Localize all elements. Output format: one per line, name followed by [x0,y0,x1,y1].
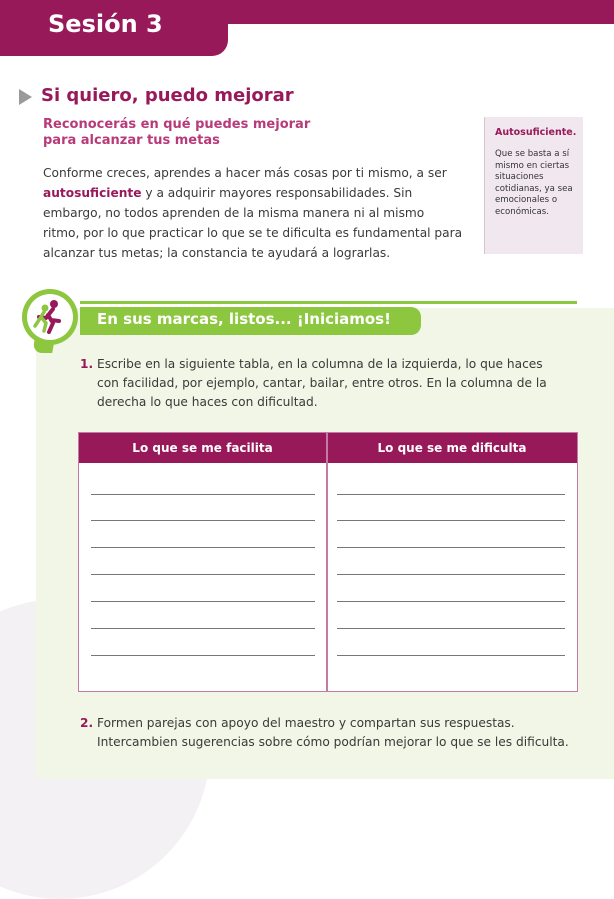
activity-badge [22,289,78,345]
answer-line-left-5[interactable] [91,601,315,602]
table-header [79,433,577,463]
learning-goal [43,117,343,149]
instruction-text: Escribe en la siguiente tabla, en la columna de la izquierda, lo que haces con facilidad, por ejemplo, cantar, bailar, entre otros. En la columna de la derecha lo que haces con dificultad. [97,357,547,409]
answer-line-right-5[interactable] [337,601,565,602]
intro-text-1: Conforme creces, aprendes a hacer más cosas por ti mismo, a ser [43,166,447,180]
banner-rule [80,301,577,304]
answer-line-left-4[interactable] [91,574,315,575]
activity-banner-text: En sus marcas, listos... ¡Iniciamos! [97,310,391,328]
intro-text-2: y a adquirir mayores responsabilidades. Sin embargo, no todos aprenden de la misma manera ni al mismo ritmo, por lo que practicar lo que se te dificulta es fundamental para alcanzar tus metas; la constancia te ayudará a lograrlas. [43,186,463,260]
section-title: Si quiero, puedo mejorar [41,85,294,106]
answer-line-left-3[interactable] [91,547,315,548]
instruction-2 [80,714,570,754]
answer-line-left-2[interactable] [91,520,315,521]
activity-banner [80,307,421,335]
instruction-text: Formen parejas con apoyo del maestro y compartan sus respuestas. Intercambien sugerencias sobre cómo podrían mejorar lo que se les dificulta. [97,716,569,749]
glossary-term: Autosuficiente. [495,127,577,138]
column-header-easy: Lo que se me facilita [132,441,273,455]
answer-line-left-1[interactable] [91,494,315,495]
column-header-hard: Lo que se me dificulta [377,441,527,455]
session-tab [0,0,228,56]
column-divider [326,433,328,691]
answer-line-right-3[interactable] [337,547,565,548]
answer-line-right-7[interactable] [337,655,565,656]
learning-goal-line-1: Reconocerás en qué puedes mejorar [43,117,311,132]
answer-line-right-6[interactable] [337,628,565,629]
instruction-1 [80,355,570,415]
intro-paragraph [43,163,463,263]
highlight-term: autosuficiente [43,186,142,200]
session-title: Sesión 3 [48,10,163,38]
triangle-bullet-icon [19,89,32,105]
answer-line-right-4[interactable] [337,574,565,575]
answer-line-left-7[interactable] [91,655,315,656]
instruction-number: 2. [80,716,94,730]
abilities-table [78,432,578,692]
running-figures-icon [29,296,71,338]
glossary-box [484,117,583,254]
answer-line-left-6[interactable] [91,628,315,629]
glossary-definition: Que se basta a sí mismo en ciertas situaciones cotidianas, ya sea emocionales o económicas. [495,149,573,217]
answer-line-right-1[interactable] [337,494,565,495]
instruction-number: 1. [80,357,94,371]
learning-goal-line-2: para alcanzar tus metas [43,133,220,148]
answer-line-right-2[interactable] [337,520,565,521]
